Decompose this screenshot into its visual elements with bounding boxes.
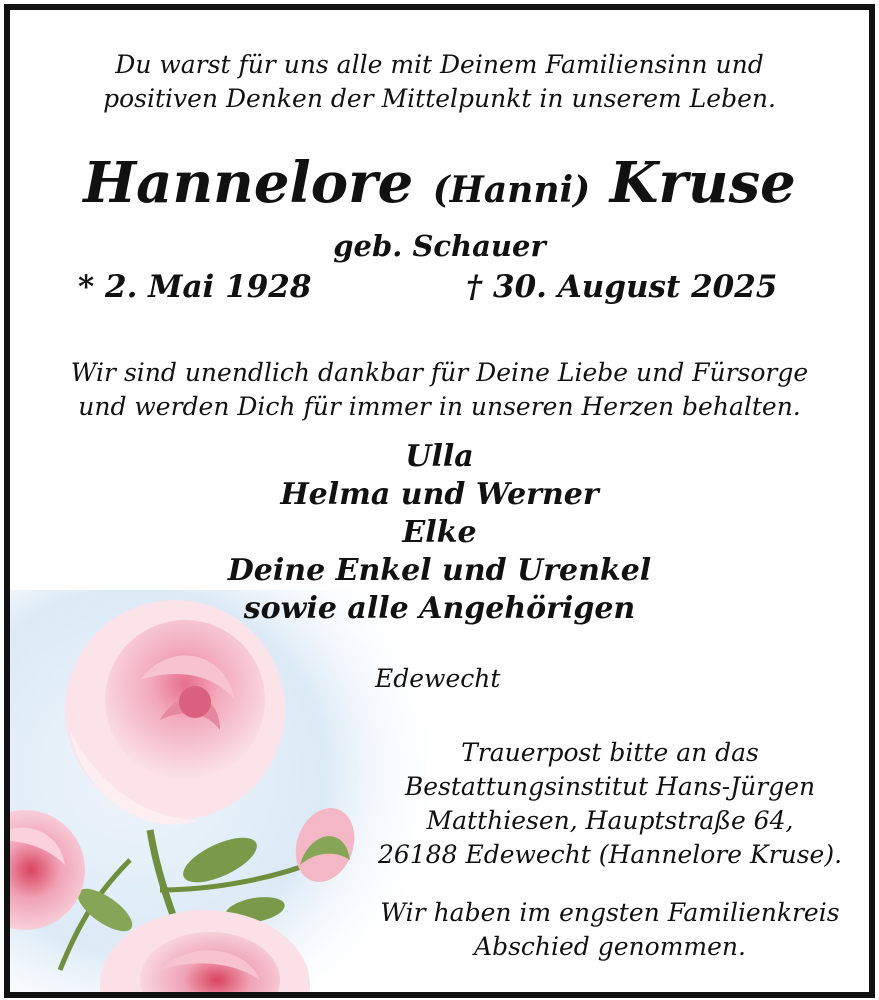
mail-line-2: Bestattungsinstitut Hans-Jürgen	[404, 772, 816, 801]
mail-line-1: Trauerpost bitte an das	[461, 738, 759, 767]
place-name: Edewecht	[375, 664, 501, 693]
mail-line-3: Matthiesen, Hauptstraße 64,	[426, 806, 794, 835]
death-date: † 30. August 2025	[466, 269, 778, 305]
intro-verse	[10, 48, 869, 116]
mail-notice	[370, 736, 850, 872]
mourner: sowie alle Angehörigen	[243, 591, 636, 626]
farewell-line-1: Wir haben im engsten Familienkreis	[380, 898, 840, 927]
intro-line-2: positiven Denken der Mittelpunkt in unserem Leben.	[103, 84, 776, 113]
farewell-notice	[370, 896, 850, 964]
deceased-name	[10, 150, 869, 223]
obituary-frame	[4, 4, 875, 998]
first-name: Hannelore	[83, 150, 414, 216]
intro-line-1: Du warst für uns alle mit Deinem Familiensinn und	[115, 50, 764, 79]
mourner: Ulla	[405, 439, 474, 474]
rose-illustration	[10, 590, 430, 992]
thanks-line-1: Wir sind unendlich dankbar für Deine Liebe und Fürsorge	[70, 358, 809, 387]
mourner: Elke	[402, 515, 477, 550]
thanks-verse	[10, 356, 869, 424]
maiden-name: geb. Schauer	[333, 229, 546, 263]
mourner: Helma und Werner	[280, 477, 599, 512]
mourner: Deine Enkel und Urenkel	[227, 553, 652, 588]
mourners-list	[10, 438, 869, 628]
thanks-line-2: und werden Dich für immer in unseren Herzen behalten.	[78, 392, 801, 421]
mail-line-4: 26188 Edewecht (Hannelore Kruse).	[377, 840, 843, 869]
farewell-line-2: Abschied genommen.	[474, 932, 746, 961]
birth-date: * 2. Mai 1928	[78, 269, 312, 305]
last-name: Kruse	[609, 150, 796, 216]
nickname: (Hanni)	[432, 169, 591, 211]
